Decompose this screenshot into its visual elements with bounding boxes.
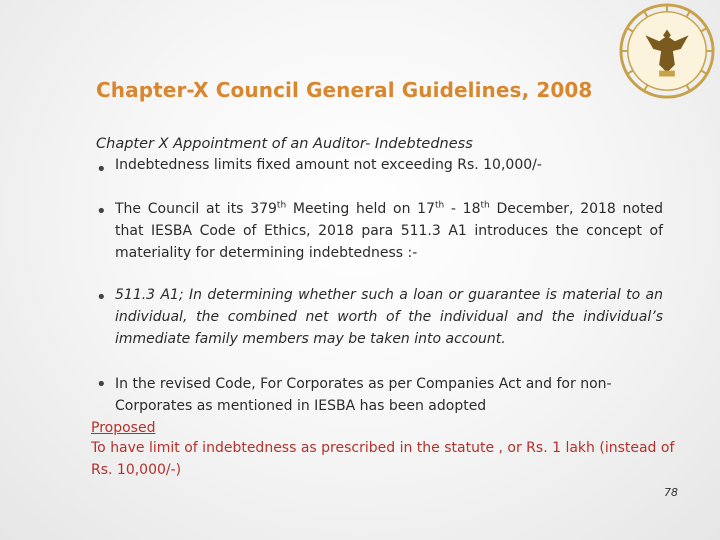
bullet-4-line-1: In the revised Code, For Corporates as per Companies Act and for non-	[115, 376, 612, 392]
page-number: 78	[664, 486, 678, 499]
icai-logo-icon	[618, 2, 716, 100]
bullet-3-text: 511.3 A1; In determining whether such a loan or guarantee is material to an individual, the combined net worth of the individual and the individual’s immediate family members may be taken into account.	[115, 287, 663, 347]
bullet-2-sup3: th	[480, 200, 490, 211]
bullet-1-text: Indebtedness limits fixed amount not exceeding Rs. 10,000/-	[115, 157, 542, 173]
bullet-2-pre: The Council at its 379	[115, 201, 277, 217]
bullet-2-mid1: Meeting held on 17	[286, 201, 435, 217]
bullet-2-mid2: - 18	[444, 201, 481, 217]
proposed-text: To have limit of indebtedness as prescribed in the statute , or Rs. 1 lakh (instead of Rs. 10,000/-)	[91, 440, 675, 478]
bullet-2-text	[115, 198, 663, 264]
slide-title: Chapter-X Council General Guidelines, 2008	[96, 78, 593, 102]
bullet-icon: •	[96, 159, 107, 180]
bullet-2-sup1: th	[276, 200, 287, 211]
proposed-heading: Proposed	[91, 420, 156, 436]
bullet-2-sup2: th	[434, 200, 445, 211]
bullet-2-post: December, 2018 noted that IESBA Code of Ethics, 2018 para 511.3 A1 introduces the concept of materiality for determining indebtedness :-	[115, 201, 663, 261]
bullet-icon: •	[96, 201, 107, 222]
slide-subtitle: Chapter X Appointment of an Auditor- Indebtedness	[96, 136, 473, 152]
bullet-icon: •	[96, 374, 107, 395]
bullet-icon: •	[96, 287, 107, 308]
bullet-4-line-2: Corporates as mentioned in IESBA has been adopted	[115, 398, 487, 414]
